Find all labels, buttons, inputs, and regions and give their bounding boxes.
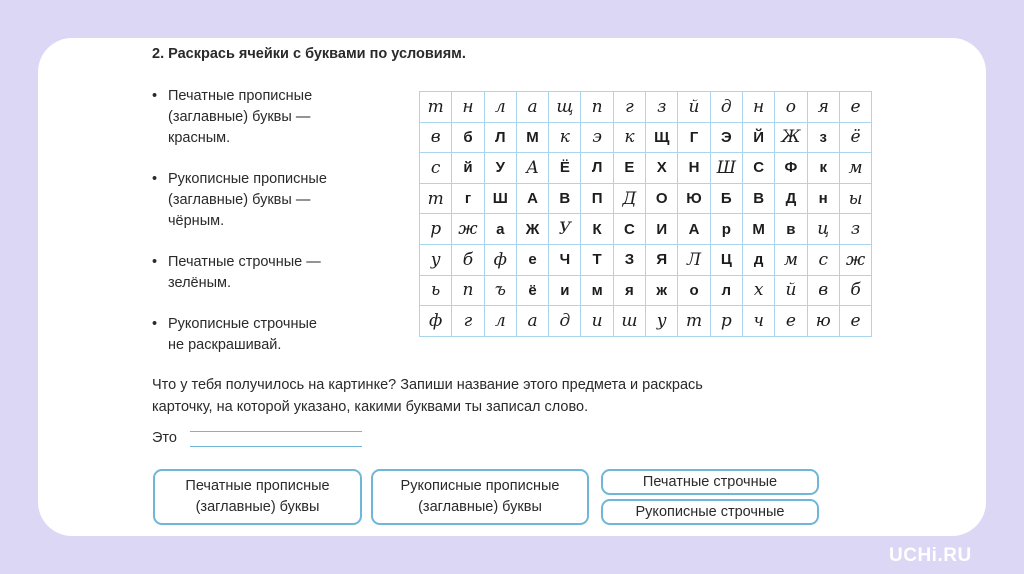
- answer-line[interactable]: [190, 446, 362, 447]
- grid-cell[interactable]: у: [646, 306, 678, 337]
- grid-cell[interactable]: ф: [484, 244, 516, 275]
- grid-cell[interactable]: А: [516, 183, 548, 214]
- grid-cell[interactable]: Л: [581, 153, 613, 184]
- grid-cell[interactable]: Б: [710, 183, 742, 214]
- grid-cell[interactable]: В: [742, 183, 774, 214]
- grid-cell[interactable]: Ш: [484, 183, 516, 214]
- grid-cell[interactable]: б: [452, 122, 484, 153]
- rule-text: Рукописные прописные (заглавные) буквы — чёрным.: [168, 171, 327, 229]
- grid-cell[interactable]: л: [484, 92, 516, 123]
- grid-cell[interactable]: С: [742, 153, 774, 184]
- grid-cell[interactable]: о: [775, 92, 807, 123]
- grid-cell[interactable]: К: [581, 214, 613, 245]
- grid-cell[interactable]: а: [516, 306, 548, 337]
- grid-cell[interactable]: л: [710, 275, 742, 306]
- grid-cell[interactable]: н: [742, 92, 774, 123]
- rule-item: [152, 314, 317, 356]
- grid-cell[interactable]: Е: [613, 153, 645, 184]
- bullet-icon: •: [152, 254, 158, 270]
- answer-label: Это: [152, 430, 177, 446]
- grid-cell[interactable]: ж: [839, 244, 871, 275]
- grid-cell[interactable]: к: [613, 122, 645, 153]
- grid-cell[interactable]: э: [581, 122, 613, 153]
- grid-cell[interactable]: И: [646, 214, 678, 245]
- grid-cell[interactable]: к: [549, 122, 581, 153]
- grid-cell[interactable]: З: [613, 244, 645, 275]
- grid-cell[interactable]: х: [742, 275, 774, 306]
- rule-item: [152, 252, 321, 294]
- grid-row: [420, 122, 872, 153]
- grid-cell[interactable]: е: [775, 306, 807, 337]
- rule-item: [152, 169, 327, 232]
- grid-cell[interactable]: А: [516, 153, 548, 184]
- grid-cell[interactable]: О: [646, 183, 678, 214]
- grid-row: [420, 214, 872, 245]
- grid-cell[interactable]: а: [516, 92, 548, 123]
- grid-cell[interactable]: ё: [516, 275, 548, 306]
- grid-cell[interactable]: ы: [839, 183, 871, 214]
- grid-cell[interactable]: о: [678, 275, 710, 306]
- grid-cell[interactable]: В: [549, 183, 581, 214]
- grid-row: [420, 153, 872, 184]
- grid-cell[interactable]: з: [646, 92, 678, 123]
- option-card-print-upper[interactable]: Печатные прописные (заглавные) буквы: [153, 469, 362, 525]
- grid-cell[interactable]: я: [613, 275, 645, 306]
- grid-cell[interactable]: и: [549, 275, 581, 306]
- grid-cell[interactable]: ф: [420, 306, 452, 337]
- grid-cell[interactable]: Д: [775, 183, 807, 214]
- grid-cell[interactable]: с: [807, 244, 839, 275]
- letter-grid: [419, 91, 872, 337]
- rule-item: [152, 86, 312, 149]
- uchi-logo: UCHi.RU: [889, 545, 972, 566]
- grid-cell[interactable]: н: [452, 92, 484, 123]
- grid-row: [420, 183, 872, 214]
- grid-cell[interactable]: р: [710, 306, 742, 337]
- grid-cell[interactable]: ш: [613, 306, 645, 337]
- grid-cell[interactable]: А: [678, 214, 710, 245]
- grid-cell[interactable]: Ж: [775, 122, 807, 153]
- grid-cell[interactable]: у: [420, 244, 452, 275]
- grid-cell[interactable]: Х: [646, 153, 678, 184]
- question-text: Что у тебя получилось на картинке? Запиши название этого предмета и раскрась карточку, на которой указано, какими буквами ты записал слово.: [152, 377, 703, 415]
- grid-cell[interactable]: Т: [581, 244, 613, 275]
- grid-cell[interactable]: п: [581, 92, 613, 123]
- option-card-print-lower[interactable]: Печатные строчные: [601, 469, 819, 495]
- grid-cell[interactable]: Ю: [678, 183, 710, 214]
- grid-cell[interactable]: ё: [839, 122, 871, 153]
- grid-cell[interactable]: з: [839, 214, 871, 245]
- grid-cell[interactable]: Ф: [775, 153, 807, 184]
- grid-cell[interactable]: Э: [710, 122, 742, 153]
- grid-cell[interactable]: р: [420, 214, 452, 245]
- rule-text: Печатные прописные (заглавные) буквы — красным.: [168, 88, 313, 146]
- grid-row: [420, 306, 872, 337]
- grid-cell[interactable]: ъ: [484, 275, 516, 306]
- grid-cell[interactable]: б: [839, 275, 871, 306]
- grid-cell[interactable]: г: [452, 306, 484, 337]
- grid-row: [420, 92, 872, 123]
- answer-line[interactable]: [190, 431, 362, 432]
- grid-cell[interactable]: Л: [484, 122, 516, 153]
- grid-cell[interactable]: я: [807, 92, 839, 123]
- grid-cell[interactable]: С: [613, 214, 645, 245]
- grid-cell[interactable]: Я: [646, 244, 678, 275]
- grid-cell[interactable]: н: [807, 183, 839, 214]
- grid-cell[interactable]: т: [420, 183, 452, 214]
- grid-cell[interactable]: ж: [646, 275, 678, 306]
- grid-cell[interactable]: М: [516, 122, 548, 153]
- grid-cell[interactable]: т: [420, 92, 452, 123]
- task-title: 2. Раскрась ячейки с буквами по условиям.: [152, 46, 466, 62]
- grid-cell[interactable]: д: [710, 92, 742, 123]
- grid-cell[interactable]: м: [775, 244, 807, 275]
- grid-cell[interactable]: й: [678, 92, 710, 123]
- grid-cell[interactable]: а: [484, 214, 516, 245]
- grid-cell[interactable]: ч: [742, 306, 774, 337]
- grid-cell[interactable]: ж: [452, 214, 484, 245]
- grid-cell[interactable]: Й: [742, 122, 774, 153]
- grid-cell[interactable]: л: [484, 306, 516, 337]
- bullet-icon: •: [152, 171, 158, 187]
- grid-cell[interactable]: д: [549, 306, 581, 337]
- grid-cell[interactable]: Л: [678, 244, 710, 275]
- grid-cell[interactable]: У: [484, 153, 516, 184]
- grid-cell[interactable]: б: [452, 244, 484, 275]
- option-card-script-lower[interactable]: Рукописные строчные: [601, 499, 819, 525]
- grid-cell[interactable]: м: [581, 275, 613, 306]
- grid-cell[interactable]: П: [581, 183, 613, 214]
- grid-row: [420, 275, 872, 306]
- option-card-script-upper[interactable]: Рукописные прописные (заглавные) буквы: [371, 469, 589, 525]
- grid-cell[interactable]: м: [839, 153, 871, 184]
- rule-text: Рукописные строчные не раскрашивай.: [168, 316, 317, 353]
- grid-row: [420, 244, 872, 275]
- grid-cell[interactable]: д: [742, 244, 774, 275]
- grid-cell[interactable]: в: [775, 214, 807, 245]
- grid-cell[interactable]: т: [678, 306, 710, 337]
- grid-cell[interactable]: г: [452, 183, 484, 214]
- grid-cell[interactable]: щ: [549, 92, 581, 123]
- grid-cell[interactable]: Ё: [549, 153, 581, 184]
- grid-cell[interactable]: й: [775, 275, 807, 306]
- grid-cell[interactable]: п: [452, 275, 484, 306]
- grid-cell[interactable]: ь: [420, 275, 452, 306]
- bullet-icon: •: [152, 316, 158, 332]
- grid-cell[interactable]: Ж: [516, 214, 548, 245]
- grid-cell[interactable]: е: [516, 244, 548, 275]
- grid-cell[interactable]: Щ: [646, 122, 678, 153]
- grid-cell[interactable]: й: [452, 153, 484, 184]
- grid-cell[interactable]: У: [549, 214, 581, 245]
- grid-cell[interactable]: и: [581, 306, 613, 337]
- grid-cell[interactable]: в: [807, 275, 839, 306]
- grid-cell[interactable]: е: [839, 306, 871, 337]
- grid-cell[interactable]: ц: [807, 214, 839, 245]
- grid-cell[interactable]: р: [710, 214, 742, 245]
- grid-cell[interactable]: с: [420, 153, 452, 184]
- grid-cell[interactable]: Д: [613, 183, 645, 214]
- grid-cell[interactable]: к: [807, 153, 839, 184]
- grid-cell[interactable]: Н: [678, 153, 710, 184]
- grid-cell[interactable]: Ч: [549, 244, 581, 275]
- bullet-icon: •: [152, 88, 158, 104]
- grid-cell[interactable]: Г: [678, 122, 710, 153]
- rule-text: Печатные строчные — зелёным.: [168, 254, 321, 291]
- grid-cell[interactable]: з: [807, 122, 839, 153]
- grid-cell[interactable]: е: [839, 92, 871, 123]
- grid-cell[interactable]: Ц: [710, 244, 742, 275]
- grid-cell[interactable]: ю: [807, 306, 839, 337]
- grid-cell[interactable]: Ш: [710, 153, 742, 184]
- grid-cell[interactable]: г: [613, 92, 645, 123]
- grid-cell[interactable]: М: [742, 214, 774, 245]
- grid-cell[interactable]: в: [420, 122, 452, 153]
